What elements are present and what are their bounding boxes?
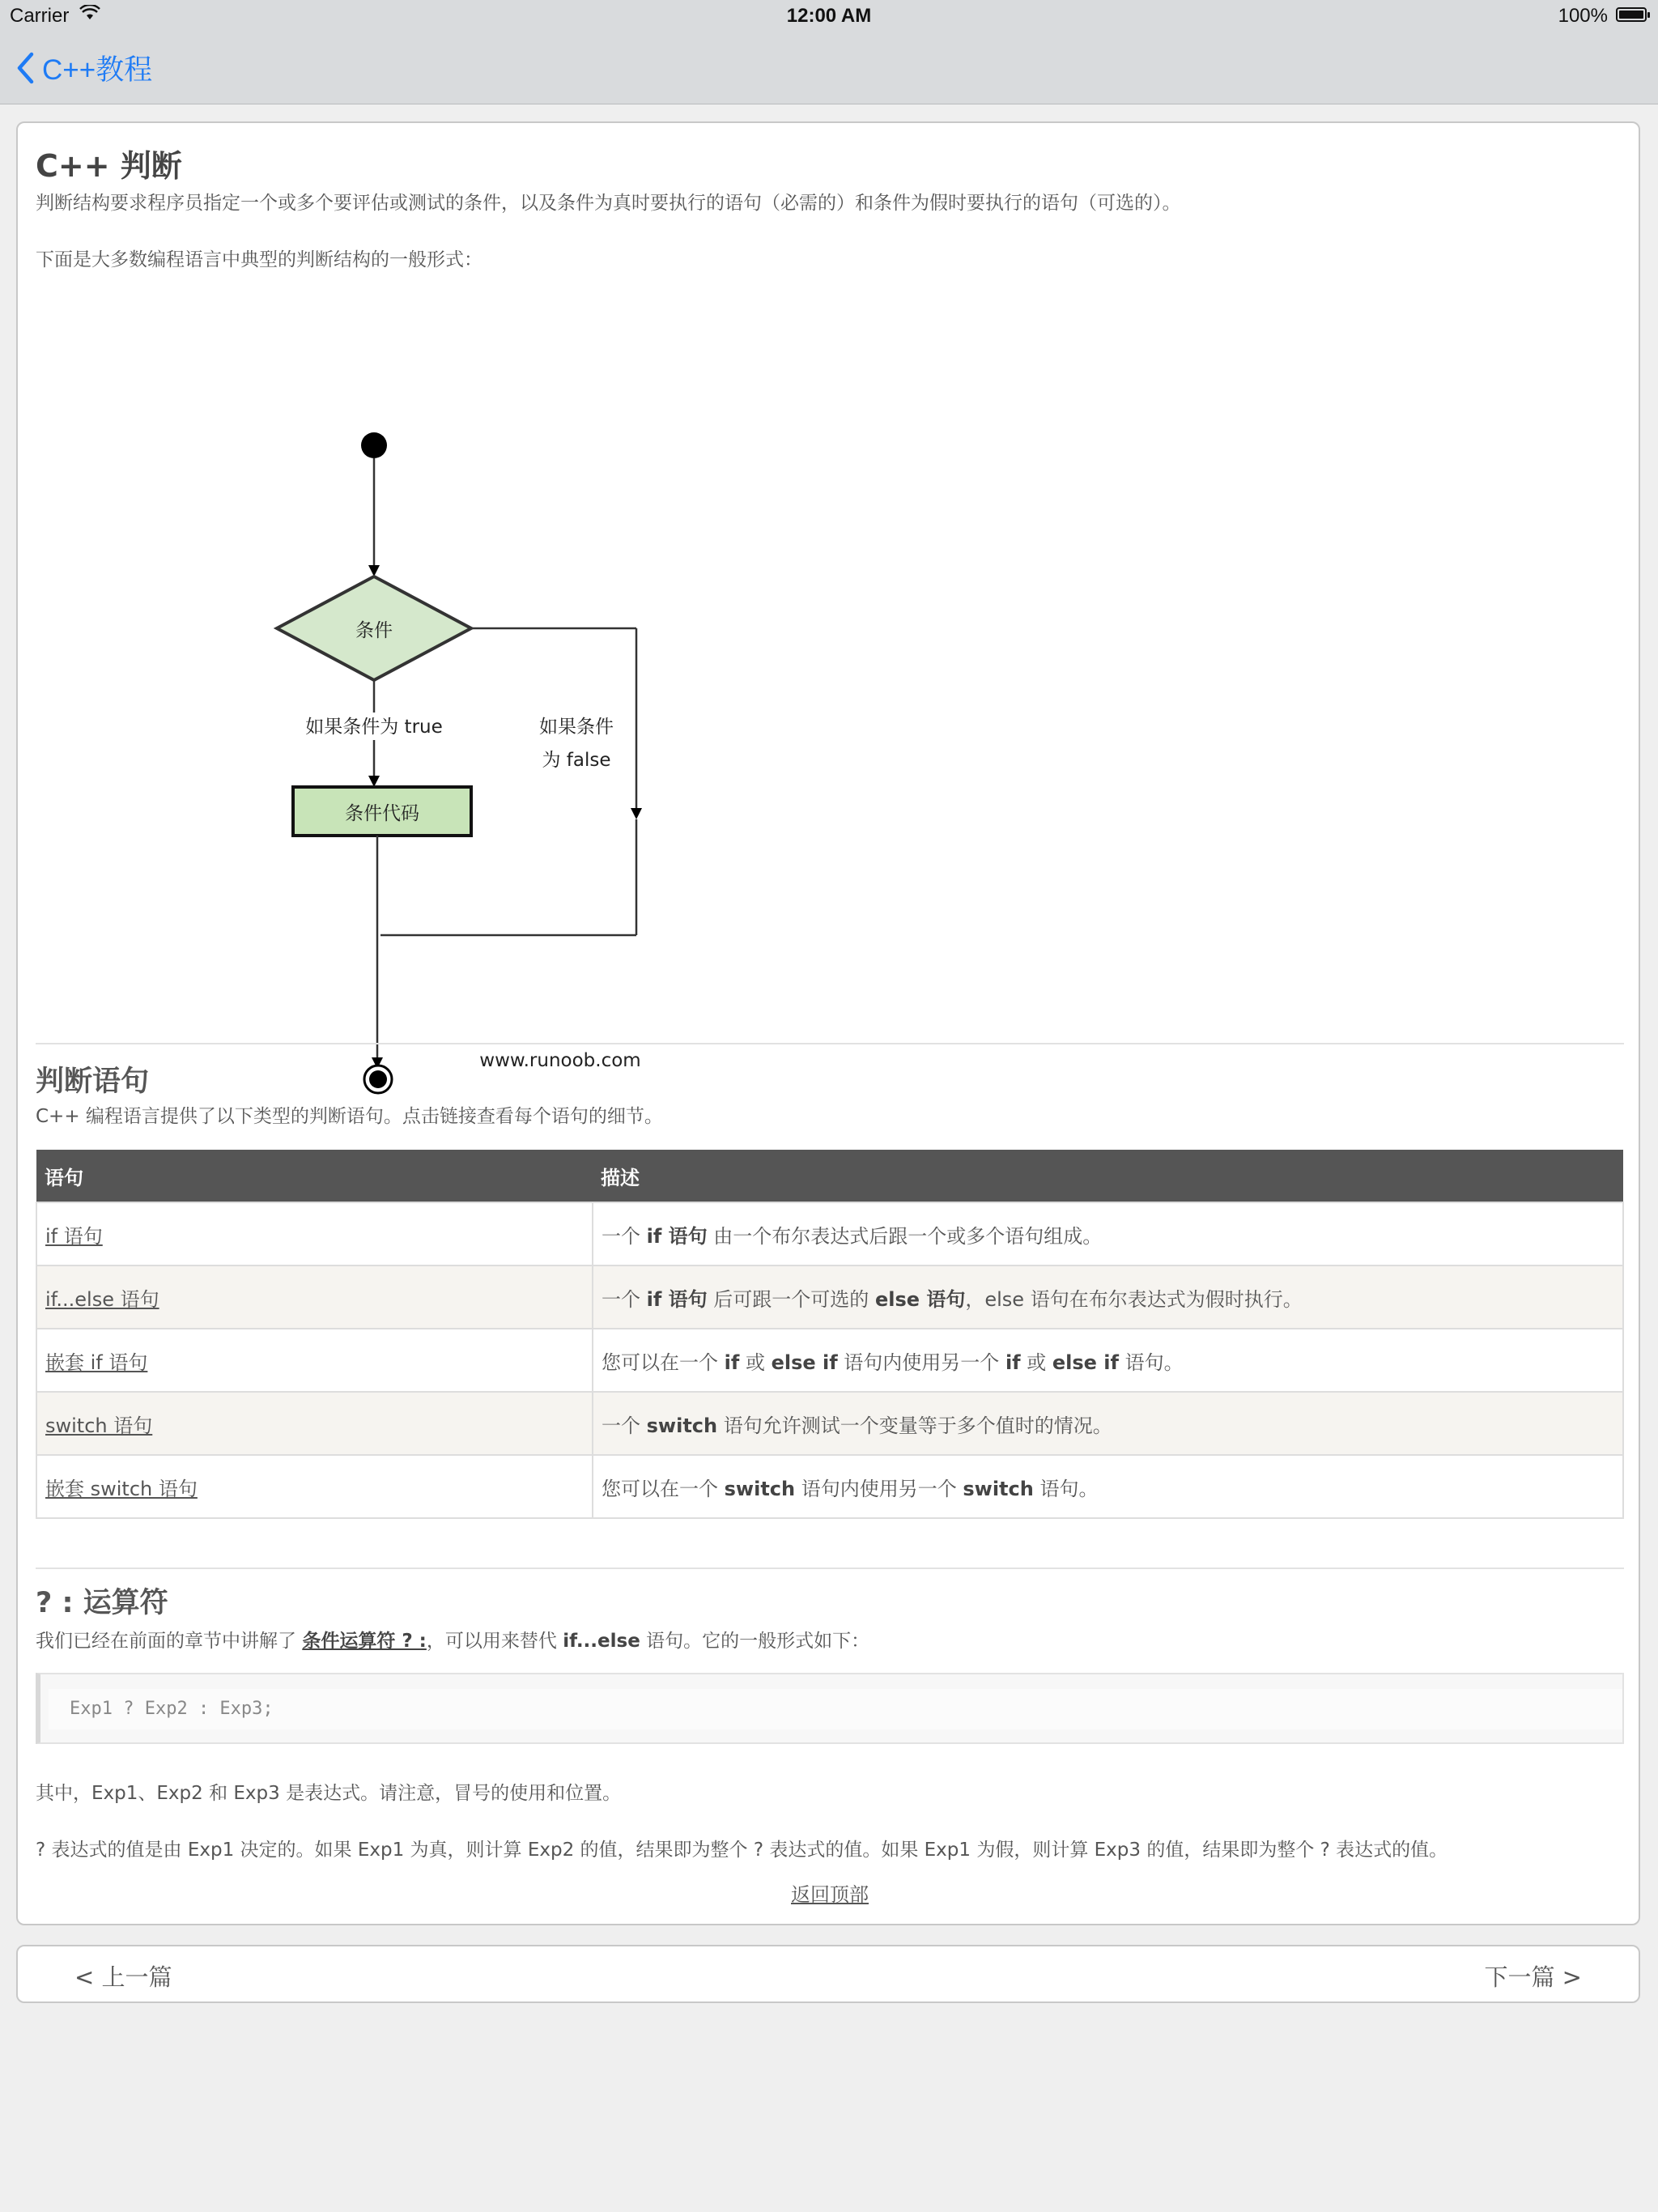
statement-cell	[36, 1392, 593, 1455]
table-row	[36, 1455, 1623, 1518]
battery-icon	[1616, 7, 1647, 22]
description-keyword: else if	[771, 1351, 838, 1374]
previous-article-button[interactable]: < 上一篇	[74, 1963, 172, 1991]
description-cell	[593, 1202, 1623, 1266]
carrier-label: Carrier	[10, 5, 70, 27]
description-text: 语句。	[1118, 1351, 1184, 1374]
description-keyword: else if	[1052, 1351, 1119, 1374]
description-text: 您可以在一个	[602, 1351, 725, 1374]
statement-link[interactable]: switch 语句	[45, 1414, 153, 1437]
true-branch-label: 如果条件为 true	[305, 717, 443, 738]
description-text: ，else 语句在布尔表达式为假时执行。	[965, 1287, 1303, 1311]
ternary-desc-text: 语句。它的一般形式如下：	[640, 1631, 870, 1652]
description-text: 由一个布尔表达式后跟一个或多个语句组成。	[707, 1224, 1103, 1248]
article-card	[16, 121, 1640, 1925]
table-row	[36, 1392, 1623, 1455]
next-article-button[interactable]: 下一篇 >	[1484, 1963, 1582, 1991]
description-cell	[593, 1329, 1623, 1392]
description-text: 语句。	[1033, 1477, 1099, 1500]
back-to-top-link[interactable]: 返回顶部	[791, 1883, 869, 1906]
table-row	[36, 1202, 1623, 1266]
description-keyword: if	[1005, 1351, 1021, 1374]
column-header-description: 描述	[593, 1150, 1623, 1202]
statement-link[interactable]: 嵌套 switch 语句	[45, 1477, 198, 1500]
description-cell	[593, 1455, 1623, 1518]
statement-link[interactable]: if 语句	[45, 1224, 103, 1248]
intro-paragraph-2: 下面是大多数编程语言中典型的判断结构的一般形式：	[36, 249, 483, 270]
intro-paragraph: 判断结构要求程序员指定一个或多个要评估或测试的条件，以及条件为真时要执行的语句（必需的）和条件为假时要执行的语句（可选的）。	[36, 193, 1181, 214]
ternary-desc-bold: if...else	[563, 1631, 640, 1652]
ternary-desc-text: ，可以用来替代	[426, 1631, 563, 1652]
start-node	[361, 432, 387, 458]
conditional-operator-link[interactable]: 条件运算符 ? :	[302, 1631, 427, 1652]
description-text: 一个	[602, 1287, 647, 1311]
description-text: 语句内使用另一个	[837, 1351, 1005, 1374]
description-cell	[593, 1266, 1623, 1329]
column-header-statement: 语句	[36, 1150, 593, 1202]
section-divider	[36, 1568, 1624, 1569]
statement-link[interactable]: 嵌套 if 语句	[45, 1351, 148, 1374]
description-keyword: if	[724, 1351, 740, 1374]
ternary-description	[36, 1626, 869, 1653]
condition-label: 条件	[355, 620, 393, 641]
code-block-label: 条件代码	[345, 803, 419, 824]
statement-cell	[36, 1266, 593, 1329]
statements-description: C++ 编程语言提供了以下类型的判断语句。点击链接查看每个语句的细节。	[36, 1106, 663, 1127]
description-keyword: switch	[646, 1414, 718, 1437]
ternary-note-1: 其中，Exp1、Exp2 和 Exp3 是表达式。请注意，冒号的使用和位置。	[36, 1783, 622, 1804]
decision-flowchart	[236, 293, 722, 1135]
statement-cell	[36, 1329, 593, 1392]
back-button-label: C++教程	[42, 54, 153, 86]
back-button[interactable]	[16, 45, 152, 91]
description-keyword: switch	[724, 1477, 796, 1500]
table-header-row	[36, 1150, 1623, 1202]
description-text: 语句内使用另一个	[795, 1477, 963, 1500]
description-text: 一个	[602, 1414, 647, 1437]
battery-percent: 100%	[1558, 5, 1608, 27]
description-cell	[593, 1392, 1623, 1455]
clock: 12:00 AM	[786, 5, 872, 27]
section-title-statements: 判断语句	[36, 1066, 150, 1098]
diagram-watermark: www.runoob.com	[479, 1050, 641, 1071]
description-text: 或	[739, 1351, 772, 1374]
table-row	[36, 1329, 1623, 1392]
description-text: 或	[1020, 1351, 1052, 1374]
page-title: C++ 判断	[36, 148, 182, 184]
article-pager	[16, 1945, 1640, 2003]
description-text: 后可跟一个可选的	[707, 1287, 875, 1311]
navigation-bar	[0, 32, 1658, 104]
description-keyword: if 语句	[646, 1287, 708, 1311]
statement-cell	[36, 1202, 593, 1266]
ternary-note-2: ? 表达式的值是由 Exp1 决定的。如果 Exp1 为真，则计算 Exp2 的值，结果即为整个 ? 表达式的值。如果 Exp1 为假，则计算 Exp3 的值，结果即为整个 ? 表达式的值。	[36, 1840, 1448, 1861]
ternary-desc-text: 我们已经在前面的章节中讲解了	[36, 1631, 303, 1652]
section-title-ternary: ? : 运算符	[36, 1587, 168, 1619]
description-text: 语句允许测试一个变量等于多个值时的情况。	[717, 1414, 1112, 1437]
statement-cell	[36, 1455, 593, 1518]
description-text: 您可以在一个	[602, 1477, 725, 1500]
false-branch-label-2: 为 false	[542, 750, 611, 771]
description-text: 一个	[602, 1224, 647, 1248]
description-keyword: switch	[963, 1477, 1034, 1500]
statement-link[interactable]: if...else 语句	[45, 1287, 159, 1311]
false-branch-label-1: 如果条件	[539, 717, 614, 738]
description-keyword: else 语句	[874, 1287, 966, 1311]
table-row	[36, 1266, 1623, 1329]
chevron-left-icon	[16, 52, 34, 84]
code-sample	[36, 1673, 1624, 1744]
statements-table	[36, 1150, 1624, 1519]
description-keyword: if 语句	[646, 1224, 708, 1248]
status-bar	[0, 0, 1658, 32]
section-divider	[36, 1043, 1624, 1044]
code-sample-text: Exp1 ? Exp2 : Exp3;	[49, 1689, 1622, 1729]
